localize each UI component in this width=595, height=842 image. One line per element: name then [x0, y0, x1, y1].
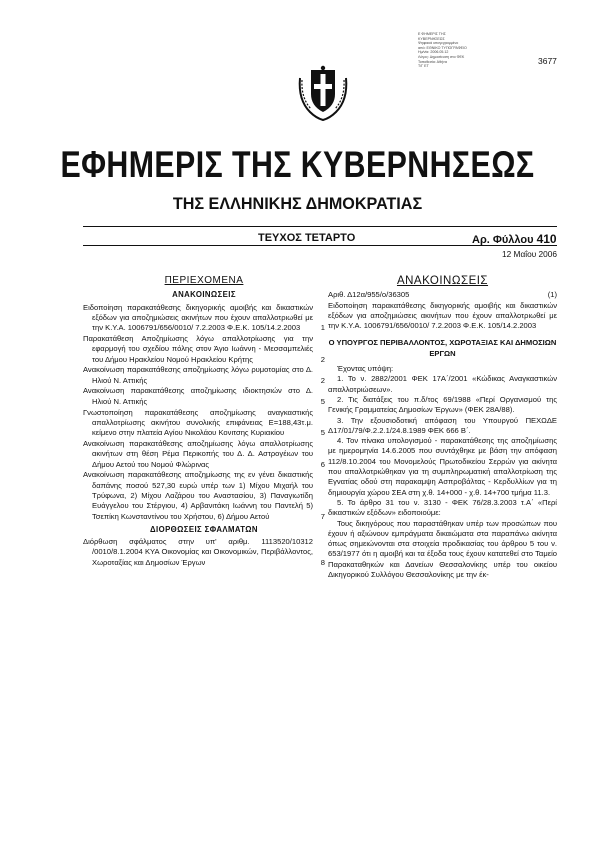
stamp-line: ΚΥΒΕΡΝΗΣΕΩΣ: [418, 36, 445, 41]
sheet-number-block: [472, 232, 557, 246]
entry-page: 1: [320, 323, 325, 333]
corrections-subheading: ΔΙΟΡΘΩΣΕΙΣ ΣΦΑΛΜΑΤΩΝ: [150, 524, 258, 534]
reference-number: Αριθ. Δ12α/955/ο/36305: [328, 290, 410, 300]
digital-signature-stamp: [418, 32, 484, 69]
contents-heading: ΠΕΡΙΕΧΟΜΕΝΑ: [164, 275, 244, 286]
entry-page: 7: [320, 511, 325, 521]
contents-column: [83, 276, 325, 569]
stamp-line: από: ΕΘΝΙΚΟ ΤΥΠΟΓΡΑΦΕΙΟ: [418, 45, 467, 50]
header-divider: [83, 226, 557, 227]
entry-page: 8: [320, 557, 325, 567]
announcement-item: 1. Το ν. 2882/2001 ΦΕΚ 17Α΄/2001 «Κώδικας Αναγκαστικών απαλλοτριώσεων».: [328, 374, 557, 394]
decision-reference: [328, 290, 557, 300]
contents-entry[interactable]: [83, 537, 325, 568]
announcements-column: [328, 276, 557, 580]
entry-text: Γνωστοποίηση παρακατάθεσης αποζημίωσης αναγκαστικής απαλλοτρίωσης ακινήτου συνολικής επιφάνειας Ε=188,43τ.μ. κείμενο στην πλατεία Αγίου Νικολάου Κονιτσης Κυριακίου: [83, 407, 313, 438]
entry-text: Διόρθωση σφάλματος στην υπ' αριθμ. 1113520/10312 /0010/8.1.2004 ΚΥΑ Οικονομίας και Οικονομικών, Περιβάλλοντος, Χωροταξίας και Δημοσίων Έργων: [83, 537, 313, 567]
announcements-heading: ΑΝΑΚΟΙΝΩΣΕΙΣ: [396, 275, 489, 287]
considering-label: Έχοντας υπόψη:: [337, 364, 394, 374]
page-number: 3677: [538, 56, 557, 66]
entry-text: Ανακοίνωση παρακατάθεσης αποζημίωσης λόγω ρυμοτομίας στο Δ. Ηλιού Ν. Αττικής: [83, 365, 313, 385]
contents-entry[interactable]: [83, 303, 325, 334]
entry-text: Παρακατάθεση Αποζημίωσης λόγω απαλλοτρίωσης για την εφαρμογή του σχεδίου πόλης στον Άγιο Ιωάννη - Μεσσαμπελιές του Δήμου Ηρακλείου Νομού Ηρακλείου Κρήτης: [83, 333, 313, 364]
contents-entry[interactable]: [83, 470, 325, 521]
announcement-item: 5. Το άρθρο 31 του ν. 3130 - ΦΕΚ 76/28.3.2003 τ.Α΄ «Περί δικαστικών εξόδων» ειδοποιούμε:: [328, 497, 557, 518]
contents-entry[interactable]: [83, 365, 325, 386]
issue-date: 12 Μαΐου 2006: [502, 249, 557, 259]
reference-index: (1): [547, 290, 557, 300]
sheet-label: Αρ. Φύλλου: [472, 234, 534, 246]
entry-page: 5: [320, 428, 325, 438]
announcement-item: 4. Τον πίνακα υπολογισμού - παρακατάθεσης της αποζημίωσης με ημερομηνία 14.6.2005 που συντάχθηκε με βάση την απόφαση 112/8.10.2004 του Μονομελούς Πρωτοδικείου Σερρών για ακίνητα που απαλλοτριώθηκαν για τη συμπληρωματική απαλλοτρίωση της Εγνατίας οδού στη παρακαμψη Ασπροβάλτας - Κερδυλλίων για τη δημιουργία χώρου ΣΕΑ στη χ.θ. 14+000 - χ.θ. 14+700 τμήμα 11.3.: [328, 436, 557, 497]
minister-title: Ο ΥΠΟΥΡΓΟΣ ΠΕΡΙΒΑΛΛΟΝΤΟΣ, ΧΩΡΟΤΑΞΙΑΣ ΚΑΙ ΔΗΜΟΣΙΩΝ ΕΡΓΩΝ: [328, 338, 557, 358]
entry-text: Ειδοποίηση παρακατάθεσης δικηγορικής αμοιβής και δικαστικών εξόδων για αποζημιώσεις ακινήτων που έχουν απαλλοτριωθεί με την Κ.Υ.Α. 1006791/656/0010/ 7.2.2003 Φ.Ε.Κ. 105/14.2.2003: [83, 302, 313, 333]
announcements-subheading: ΑΝΑΚΟΙΝΩΣΕΙΣ: [172, 290, 236, 300]
sheet-number: 410: [536, 232, 557, 246]
contents-entry[interactable]: [83, 408, 325, 439]
entry-text: Ανακοίνωση παρακατάθεσης αποζημίωσης ιδιοκτησιών στο Δ. Ηλιού Ν. Αττικής: [83, 386, 313, 406]
announcement-intro: Ειδοποίηση παρακατάθεσης δικηγορικής αμοιβής και δικαστικών εξόδων για αποζημιώσεις ακινήτων που έχουν απαλλοτριωθεί με την Κ.Υ.Α. 1006791/656/0010/ 7.2.2003 Φ.Ε.Κ. 105/14.2.2003: [328, 300, 557, 331]
issue-label: ΤΕΥΧΟΣ ΤΕΤΑΡΤΟ: [258, 232, 356, 244]
gazette-title: ΕΦΗΜΕΡΙΣ ΤΗΣ ΚΥΒΕΡΝΗΣΕΩΣ: [60, 144, 535, 185]
stamp-line: Τ/Γ ΕΤ: [418, 64, 429, 69]
entry-page: 2: [320, 354, 325, 364]
entry-page: 6: [320, 459, 325, 469]
stamp-line: Λόγος: Δημοσίευση στο ΦΕΚ: [418, 54, 465, 59]
stamp-line: Ψηφιακά υπογεγραμμένο: [418, 41, 459, 46]
entry-page: 5: [320, 396, 325, 406]
stamp-line: Ε ΦΗΜΕΡΙΣ ΤΗΣ: [418, 32, 446, 36]
announcement-item: 3. Την εξουσιοδοτική απόφαση του Υπουργού ΠΕΧΩΔΕ Δ17/01/79/Φ.2.2.1/24.8.1989 ΦΕΚ 666 Β΄.: [328, 415, 557, 435]
entry-page: 2: [320, 375, 325, 385]
contents-entry[interactable]: [83, 439, 325, 470]
issue-divider: [83, 245, 557, 246]
entry-text: Ανακοίνωση παρακατάθεσης αποζημίωσης λόγω απαλλοτρίωσης ακινήτων στη θέση Ρέμα Περικοπής του Δ. Δ. Αστρογέιων του Δήμου Αετού του Νομού Φλώρινας: [83, 438, 313, 469]
stamp-line: Τοποθεσία: Αθήνα: [418, 59, 447, 64]
gazette-subtitle: ΤΗΣ ΕΛΛΗΝΙΚΗΣ ΔΗΜΟΚΡΑΤΙΑΣ: [172, 194, 423, 213]
entry-text: Ανακοίνωση παρακατάθεσης αποζημίωσης της εν γένει δικαστικής δαπάνης ποσού 527,30 ευρώ υπέρ των 1) Μίχου Μιχαήλ του Τρύφωνα, 2) Μίχου Λαζάρου του Αναστασίου, 3) Παναγιωτίδη Ευάγγελου του Στέργιου, 4) Αρβανιτάκη Ιωάννη του Παντελή 5) Τσεπίκη Κωνσταντίνου του Χρήστου, 6) Δήμου Αετού: [83, 470, 313, 521]
announcement-item: 2. Τις διατάξεις του π.δ/τος 69/1988 «Περί Οργανισμού της Γενικής Γραμματείας Δημοσίων Έργων» (ΦΕΚ 28Α/88).: [328, 394, 557, 415]
contents-entry[interactable]: [83, 386, 325, 407]
contents-entry[interactable]: [83, 334, 325, 365]
coat-of-arms-icon: [296, 64, 350, 122]
announcement-item: Τους δικηγόρους που παραστάθηκαν υπέρ των προσώπων που έχουν ή αξιώνουν εμπράγματα δικαιώματα στα παραπάνω ακίνητα όπως σημειώνονται στα στοιχεία προδικασίας του άρθρου 5 του ν. 653/1977 ότι η αμοιβή και τα έξοδα τους έχουν κατατεθεί στο Ταμείο Παρακαταθηκών και Δανείων Θεσσαλονίκης υπέρ του οικείου Δικηγορικού Συλλόγου Θεσσαλονίκης με την έκ-: [328, 518, 557, 580]
stamp-line: Ημ/νία: 2006.05.12: [418, 50, 449, 55]
